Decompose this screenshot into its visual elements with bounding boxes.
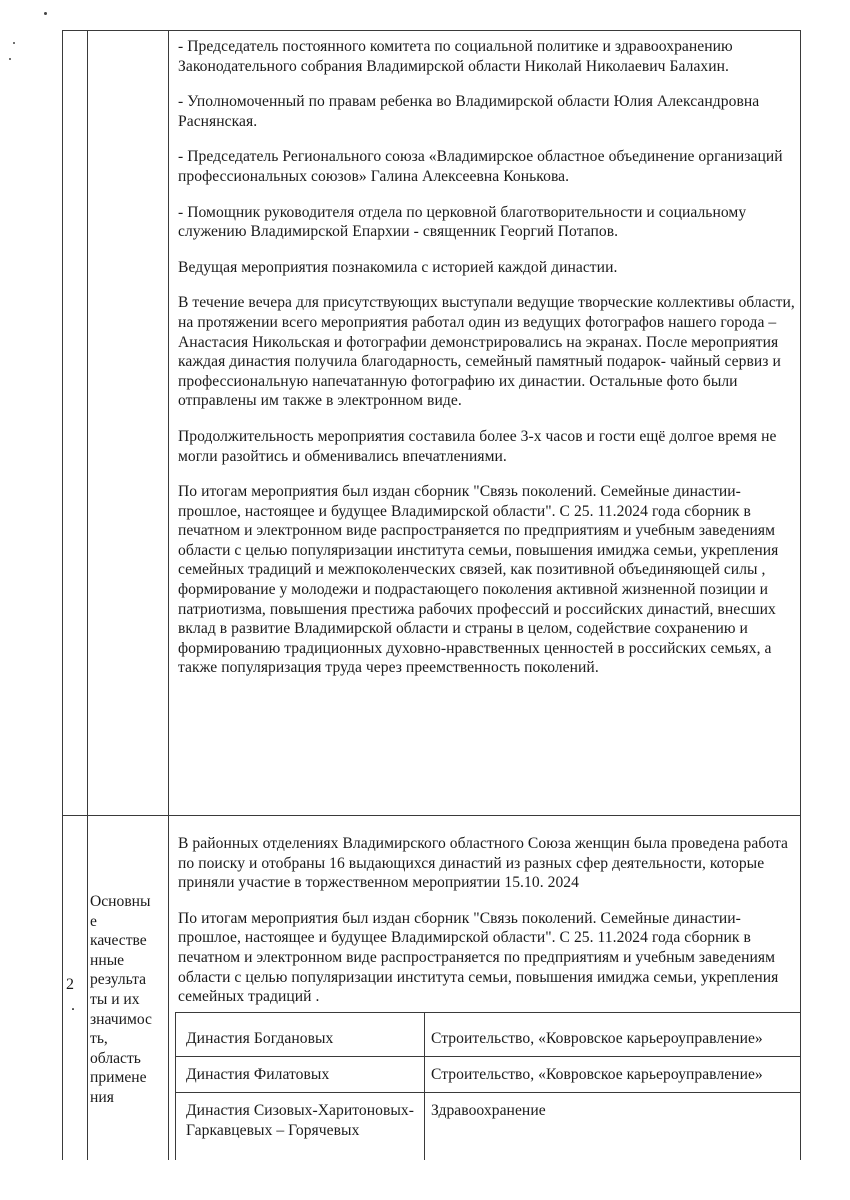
text-paragraph: По итогам мероприятия был издан сборник "Связь поколений. Семейные династии- прошлое, настоящее и будущее Владимирской области". С 25. 11.2024 года сборник в печатном и электронном виде распространяется по предприятиям и учебным заведениям области с целью популяризации института семьи, повышения имиджа семьи, укрепления семейных традиций и межпоколенческих связей, как позитивной объединяющей силы , формирование у молодежи и подрастающего поколения активной жизненной позиции и патриотизма, повышения престижа рабочих профессий и российских династий, внесших вклад в развитие Владимирской области и страны в целом, содействие сохранению и формированию традиционных духовно-нравственных ценностей в российских семьях, а также популяризация труда через преемственность поколений. [178, 483, 779, 677]
table-border-right [800, 30, 801, 1160]
text-paragraph: Продолжительность мероприятия составила более 3-х часов и гости ещё долгое время не могли разойтись и обменивались впечатлениями. [178, 427, 777, 465]
table-row-divider [62, 815, 801, 816]
text-paragraph: Ведущая мероприятия познакомила с историей каждой династии. [178, 258, 618, 276]
row-number-dot [71, 997, 75, 1015]
dynasty-table-border-top [175, 1012, 800, 1013]
text-paragraph: В районных отделениях Владимирского областного Союза женщин была проведена работа по поиску и отобраны 16 выдающихся династий из разных сфер деятельности, которые приняли участие в торжественном мероприятии 15.10. 2024 [178, 835, 788, 892]
row-number-dot-char: . [71, 997, 75, 1014]
label-line: е [90, 912, 97, 930]
text-paragraph: - Уполномоченный по правам ребенка во Владимирской области Юлия Александровна Раснянская. [178, 93, 760, 130]
label-line: качестве [90, 932, 147, 950]
section2-content [178, 834, 800, 1007]
label-line: ть, [90, 1030, 108, 1048]
dynasty-table-row-divider [175, 1056, 800, 1057]
text-paragraph: В течение вечера для присутствующих выступали ведущие творческие коллективы области, на протяжении всего мероприятия работал один из ведущих фотографов нашего города – Анастасия Никольская и фотографии демонстрировались на экранах. После мероприятия каждая династия получила благодарность, семейный памятный подарок- чайный сервиз и профессиональную напечатанную фотографию их династии. Остальные фото были отправлены им также в электронном виде. [178, 294, 795, 410]
label-line: область [90, 1049, 141, 1067]
dynasty-name: Династия Богдановых [186, 1030, 334, 1047]
dynasty-name: Династия Филатовых [186, 1066, 330, 1083]
row-number-value: 2 [66, 976, 74, 993]
dynasty-field: Строительство, «Ковровское карьероуправление» [431, 1066, 763, 1083]
section1-content [178, 37, 800, 678]
table-column-divider [168, 30, 169, 1160]
dynasty-field: Здравоохранение [431, 1102, 546, 1119]
label-line: ты и их [90, 990, 140, 1008]
label-line: Основны [90, 893, 151, 910]
text-paragraph: - Помощник руководителя отдела по церковной благотворительности и социальному служению Владимирской Епархии - священник Георгий Потапов. [178, 203, 747, 241]
table-border-top [62, 30, 800, 31]
table-column-divider [87, 30, 88, 1160]
label-line: результа [90, 971, 147, 989]
text-paragraph: - Председатель Регионального союза «Владимирское областное объединение организаций профессиональных союзов» Галина Алексеевна Конькова. [178, 148, 783, 185]
row-number [66, 976, 74, 994]
dynasty-table-border-left [175, 1012, 176, 1160]
dynasty-name: Династия Сизовых-Харитоновых- Гаркавцевых – Горячевых [186, 1102, 414, 1139]
section2-label [90, 892, 168, 1108]
dynasty-table-column-divider [424, 1012, 425, 1160]
scan-speck [13, 42, 15, 44]
label-line: ния [90, 1088, 114, 1106]
label-line: примене [90, 1069, 147, 1087]
text-paragraph: - Председатель постоянного комитета по социальной политике и здравоохранению Законодательного собрания Владимирской области Николай Николаевич Балахин. [178, 38, 733, 75]
label-line: значимос [90, 1010, 152, 1028]
label-line: нные [90, 951, 125, 969]
scan-speck [9, 58, 11, 60]
dynasty-table-row-divider [175, 1092, 800, 1093]
table-border-left [62, 30, 63, 1160]
scan-speck [44, 12, 47, 15]
dynasty-field: Строительство, «Ковровское карьероуправление» [431, 1030, 763, 1047]
text-paragraph: По итогам мероприятия был издан сборник "Связь поколений. Семейные династии- прошлое, настоящее и будущее Владимирской области". С 25. 11.2024 года сборник в печатном и электронном виде распространяется по предприятиям и учебным заведениям области с целью популяризации института семьи, повышения имиджа семьи, укрепления семейных традиций . [178, 909, 779, 1006]
